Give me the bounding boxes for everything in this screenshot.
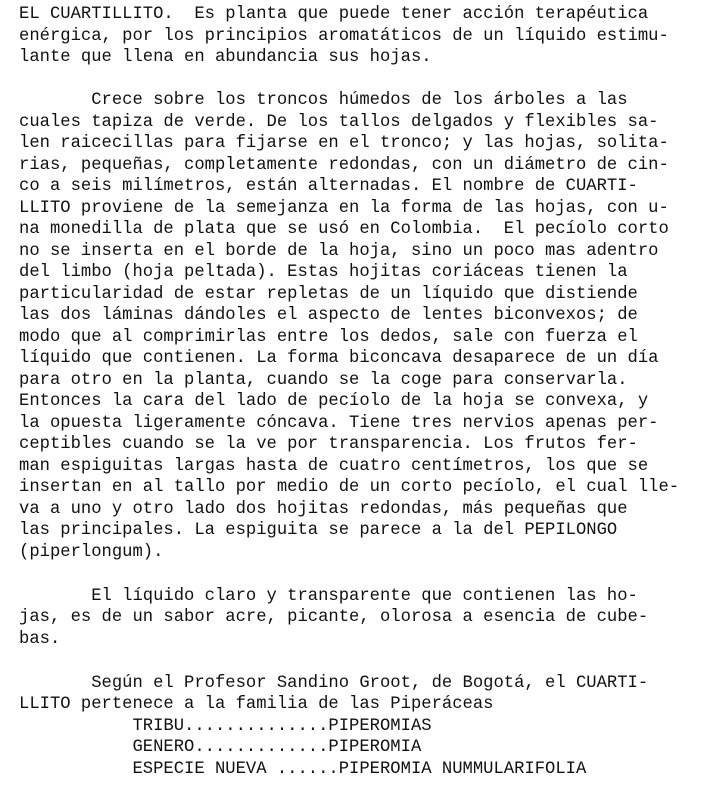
text-line: Según el Profesor Sandino Groot, de Bogotá, el CUARTI- [19,674,649,693]
text-line: len raicecillas para fijarse en el tronco; y las hojas, solita- [19,134,669,153]
text-line: rias, pequeñas, completamente redondas, con un diámetro de cin- [19,156,669,175]
classification-row: ESPECIE NUEVA ......PIPEROMIA NUMMULARIFOLIA [19,760,587,779]
classification-row: TRIBU..............PIPEROMIAS [19,717,432,736]
text-line: las principales. La espiguita se parece a la del PEPILONGO [19,521,618,540]
text-line: del limbo (hoja peltada). Estas hojitas coriáceas tienen la [19,263,628,282]
text-line: Entonces la cara del lado de pecíolo de la hoja se convexa, y [19,392,649,411]
text-line: enérgica, por los principios aromatáticos de un líquido estimu- [19,27,669,46]
text-line: particularidad de estar repletas de un líquido que distiende [19,285,638,304]
text-line: Crece sobre los troncos húmedos de los árboles a las [19,91,628,110]
text-line: lante que llena en abundancia sus hojas. [19,48,432,67]
text-line: cuales tapiza de verde. De los tallos delgados y flexibles sa- [19,113,659,132]
text-line: bas. [19,630,61,649]
text-line: jas, es de un sabor acre, picante, olorosa a esencia de cube- [19,608,649,627]
text-line: LLITO pertenece a la familia de las Piperáceas [19,695,494,714]
text-line: líquido que contienen. La forma biconcava desaparece de un día [19,349,659,368]
text-line: ceptibles cuando se la ve por transparencia. Los frutos fer- [19,435,638,454]
text-line: EL CUARTILLITO. Es planta que puede tener acción terapéutica [19,5,649,24]
text-line: El líquido claro y transparente que contienen las ho- [19,587,638,606]
text-line: LLITO proviene de la semejanza en la forma de las hojas, con u- [19,199,669,218]
text-line: para otro en la planta, cuando se la coge para conservarla. [19,371,628,390]
text-line: no se inserta en el borde de la hoja, sino un poco mas adentro [19,242,659,261]
text-line: (piperlongum). [19,543,164,562]
classification-row: GENERO.............PIPEROMIA [19,738,422,757]
text-line: na monedilla de plata que se usó en Colombia. El pecíolo corto [19,220,669,239]
text-line: co a seis milímetros, están alternadas. El nombre de CUARTI- [19,177,638,196]
text-line: modo que al comprimirlas entre los dedos, sale con fuerza el [19,328,638,347]
text-line: insertan en al tallo por medio de un corto pecíolo, el cual lle- [19,478,680,497]
text-line: va a uno y otro lado dos hojitas redondas, más pequeñas que [19,500,628,519]
text-line: man espiguitas largas hasta de cuatro centímetros, los que se [19,457,649,476]
text-line: la opuesta ligeramente cóncava. Tiene tres nervios apenas per- [19,414,659,433]
text-line: las dos láminas dándoles el aspecto de lentes biconvexos; de [19,306,638,325]
